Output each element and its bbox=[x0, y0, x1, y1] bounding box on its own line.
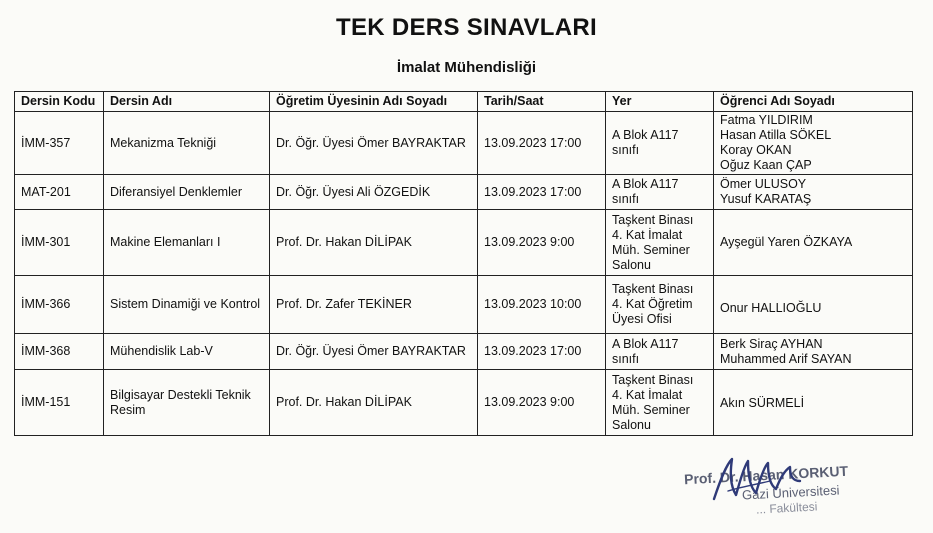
student-name: Akın SÜRMELİ bbox=[720, 395, 805, 410]
student-name: Muhammed Arif SAYAN bbox=[720, 351, 852, 366]
cell-students bbox=[714, 370, 913, 436]
student-name: Ayşegül Yaren ÖZKAYA bbox=[720, 235, 853, 249]
header-course-code: Dersin Kodu bbox=[15, 92, 104, 112]
cell-instructor: Dr. Öğr. Üyesi Ömer BAYRAKTAR bbox=[270, 112, 478, 175]
cell-datetime: 13.09.2023 9:00 bbox=[478, 210, 606, 276]
place-line: Müh. Seminer bbox=[612, 242, 690, 257]
stamp-name: Prof. Dr. Hasan KORKUT bbox=[683, 462, 849, 488]
cell-instructor: Prof. Dr. Zafer TEKİNER bbox=[270, 276, 478, 334]
cell-datetime: 13.09.2023 17:00 bbox=[478, 175, 606, 210]
place-line: A Blok A117 bbox=[612, 177, 679, 191]
cell-instructor: Prof. Dr. Hakan DİLİPAK bbox=[270, 370, 478, 436]
cell-course-name: Sistem Dinamiği ve Kontrol bbox=[104, 276, 270, 334]
cell-instructor: Dr. Öğr. Üyesi Ali ÖZGEDİK bbox=[270, 175, 478, 210]
table-row bbox=[15, 210, 913, 276]
cell-students bbox=[714, 334, 913, 370]
table-row bbox=[15, 112, 913, 175]
place-line: Taşkent Binası bbox=[612, 282, 694, 296]
place-line: 4. Kat İmalat bbox=[612, 227, 683, 242]
cell-place bbox=[606, 276, 714, 334]
cell-course-name: Diferansiyel Denklemler bbox=[104, 175, 270, 210]
signature-stamp bbox=[683, 455, 890, 525]
cell-students bbox=[714, 210, 913, 276]
cell-place bbox=[606, 334, 714, 370]
header-instructor: Öğretim Üyesinin Adı Soyadı bbox=[270, 92, 478, 112]
cell-course-code: İMM-366 bbox=[15, 276, 104, 334]
cell-instructor: Dr. Öğr. Üyesi Ömer BAYRAKTAR bbox=[270, 334, 478, 370]
place-line: Üyesi Ofisi bbox=[612, 312, 672, 326]
student-name: Yusuf KARATAŞ bbox=[720, 192, 812, 206]
cell-course-name: Bilgisayar Destekli Teknik Resim bbox=[104, 370, 270, 436]
place-line: sınıfı bbox=[612, 351, 640, 366]
cell-course-name: Mekanizma Tekniği bbox=[104, 112, 270, 175]
stamp-faculty: ... Fakültesi bbox=[755, 499, 818, 517]
place-line: sınıfı bbox=[612, 143, 640, 157]
place-line: Taşkent Binası bbox=[612, 372, 694, 387]
header-students: Öğrenci Adı Soyadı bbox=[714, 92, 913, 112]
place-line: sınıfı bbox=[612, 192, 640, 206]
cell-students bbox=[714, 112, 913, 175]
cell-course-name: Mühendislik Lab-V bbox=[104, 334, 270, 370]
student-name: Hasan Atilla SÖKEL bbox=[720, 128, 832, 142]
table-row bbox=[15, 370, 913, 436]
student-name: Fatma YILDIRIM bbox=[720, 113, 813, 127]
cell-instructor: Prof. Dr. Hakan DİLİPAK bbox=[270, 210, 478, 276]
header-datetime: Tarih/Saat bbox=[478, 92, 606, 112]
cell-course-code: MAT-201 bbox=[15, 175, 104, 210]
exam-schedule-table bbox=[14, 91, 913, 436]
table-row bbox=[15, 175, 913, 210]
cell-datetime: 13.09.2023 9:00 bbox=[478, 370, 606, 436]
header-course-name: Dersin Adı bbox=[104, 92, 270, 112]
cell-datetime: 13.09.2023 10:00 bbox=[478, 276, 606, 334]
cell-students bbox=[714, 175, 913, 210]
student-name: Onur HALLIOĞLU bbox=[720, 300, 822, 315]
cell-place bbox=[606, 112, 714, 175]
document-title: TEK DERS SINAVLARI bbox=[336, 14, 597, 41]
header-place: Yer bbox=[606, 92, 714, 112]
cell-course-code: İMM-368 bbox=[15, 334, 104, 370]
cell-place bbox=[606, 210, 714, 276]
cell-course-name: Makine Elemanları I bbox=[104, 210, 270, 276]
cell-place bbox=[606, 370, 714, 436]
handwritten-signature-icon bbox=[710, 451, 820, 511]
cell-datetime: 13.09.2023 17:00 bbox=[478, 334, 606, 370]
student-name: Ömer ULUSOY bbox=[720, 177, 807, 191]
table-header-row bbox=[15, 92, 913, 112]
stamp-university: Gazi Üniversitesi bbox=[741, 482, 840, 503]
cell-students bbox=[714, 276, 913, 334]
place-line: A Blok A117 bbox=[612, 128, 679, 142]
place-line: A Blok A117 bbox=[612, 336, 679, 351]
student-name: Oğuz Kaan ÇAP bbox=[720, 158, 812, 172]
table-row bbox=[15, 334, 913, 370]
cell-course-code: İMM-301 bbox=[15, 210, 104, 276]
place-line: 4. Kat İmalat bbox=[612, 387, 683, 402]
cell-place bbox=[606, 175, 714, 210]
place-line: Salonu bbox=[612, 257, 651, 272]
cell-course-code: İMM-357 bbox=[15, 112, 104, 175]
table-row bbox=[15, 276, 913, 334]
department-subtitle: İmalat Mühendisliği bbox=[396, 59, 537, 76]
place-line: Müh. Seminer bbox=[612, 402, 690, 417]
place-line: Taşkent Binası bbox=[612, 212, 694, 227]
cell-datetime: 13.09.2023 17:00 bbox=[478, 112, 606, 175]
place-line: 4. Kat Öğretim bbox=[612, 297, 693, 311]
student-name: Berk Siraç AYHAN bbox=[720, 336, 823, 351]
cell-course-code: İMM-151 bbox=[15, 370, 104, 436]
place-line: Salonu bbox=[612, 417, 651, 432]
student-name: Koray OKAN bbox=[720, 143, 792, 157]
